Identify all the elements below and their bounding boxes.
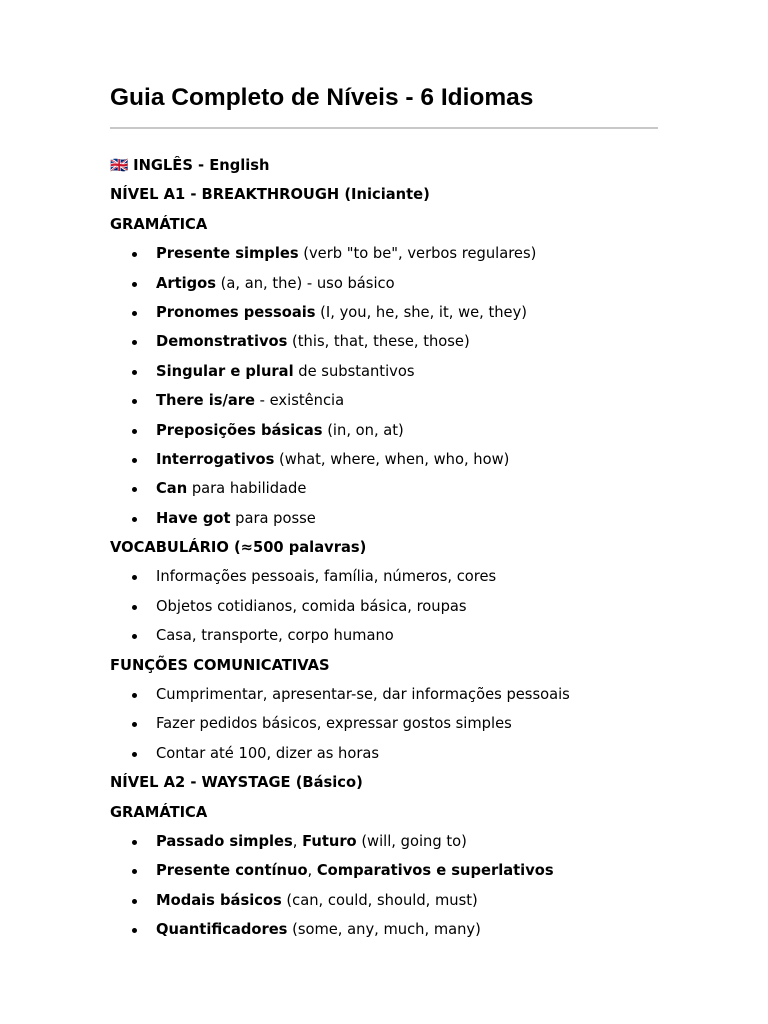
title-divider bbox=[110, 127, 658, 129]
list-item: Objetos cotidianos, comida básica, roupas bbox=[110, 592, 750, 621]
a2-grammar-heading: GRAMÁTICA bbox=[110, 803, 208, 821]
list-item: Casa, transporte, corpo humano bbox=[110, 621, 750, 650]
uk-flag-icon: 🇬🇧 bbox=[110, 157, 129, 174]
language-heading bbox=[110, 151, 750, 180]
list-item: Cumprimentar, apresentar-se, dar informações pessoais bbox=[110, 680, 750, 709]
list-item: Preposições básicas (in, on, at) bbox=[110, 416, 750, 445]
list-item: Interrogativos (what, where, when, who, how) bbox=[110, 445, 750, 474]
page-title: Guia Completo de Níveis - 6 Idiomas bbox=[110, 84, 534, 111]
list-item: Fazer pedidos básicos, expressar gostos simples bbox=[110, 709, 750, 738]
list-item: Demonstrativos (this, that, these, those) bbox=[110, 327, 750, 356]
list-item: Presente contínuo, Comparativos e superlativos bbox=[110, 856, 750, 885]
list-item: Pronomes pessoais (I, you, he, she, it, we, they) bbox=[110, 298, 750, 327]
list-item: Singular e plural de substantivos bbox=[110, 357, 750, 386]
list-item: Passado simples, Futuro (will, going to) bbox=[110, 827, 750, 856]
a2-grammar-list bbox=[110, 827, 750, 945]
language-label: INGLÊS - English bbox=[133, 157, 270, 174]
list-item: Informações pessoais, família, números, cores bbox=[110, 562, 750, 591]
list-item: Can para habilidade bbox=[110, 474, 750, 503]
a1-vocab-list bbox=[110, 562, 750, 650]
list-item: Modais básicos (can, could, should, must) bbox=[110, 886, 750, 915]
a1-vocab-heading: VOCABULÁRIO (≈500 palavras) bbox=[110, 539, 367, 557]
a1-grammar-heading: GRAMÁTICA bbox=[110, 215, 208, 233]
document-content bbox=[110, 151, 750, 945]
a1-functions-list bbox=[110, 680, 750, 768]
level-a1-heading: NÍVEL A1 - BREAKTHROUGH (Iniciante) bbox=[110, 186, 430, 204]
list-item: Quantificadores (some, any, much, many) bbox=[110, 915, 750, 944]
list-item: There is/are - existência bbox=[110, 386, 750, 415]
level-a2-heading: NÍVEL A2 - WAYSTAGE (Básico) bbox=[110, 774, 363, 792]
a1-grammar-list bbox=[110, 239, 750, 533]
list-item: Have got para posse bbox=[110, 504, 750, 533]
list-item: Artigos (a, an, the) - uso básico bbox=[110, 269, 750, 298]
list-item: Presente simples (verb "to be", verbos regulares) bbox=[110, 239, 750, 268]
list-item: Contar até 100, dizer as horas bbox=[110, 739, 750, 768]
a1-functions-heading: FUNÇÕES COMUNICATIVAS bbox=[110, 656, 330, 674]
